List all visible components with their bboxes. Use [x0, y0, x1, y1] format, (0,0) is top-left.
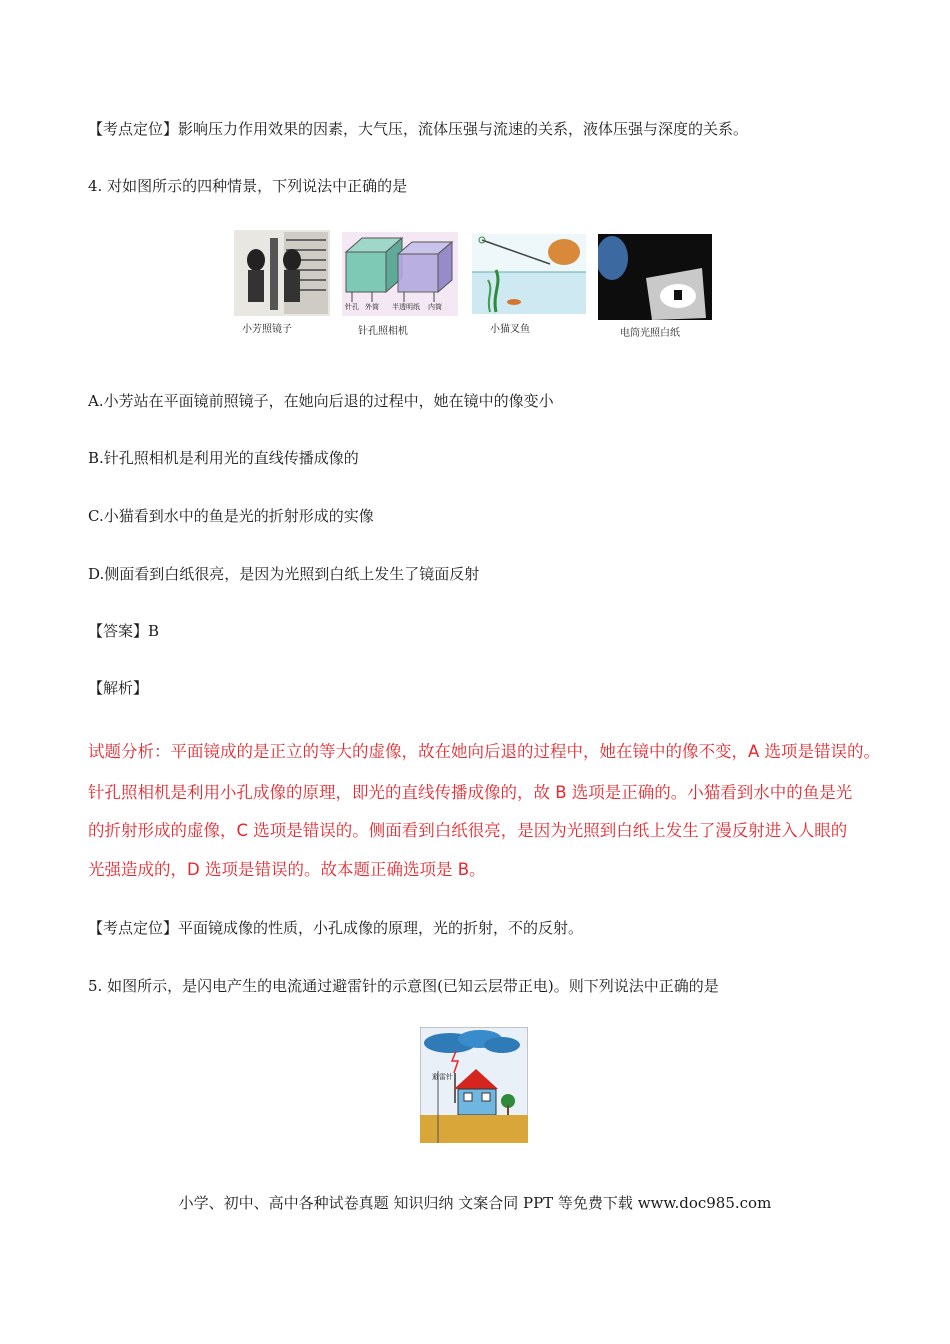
- answer: 【答案】B: [88, 622, 160, 640]
- question-4: 4. 对如图所示的四种情景，下列说法中正确的是: [88, 177, 408, 195]
- caption-camera: 针孔照相机: [358, 326, 408, 337]
- option-c: C.小猫看到水中的鱼是光的折射形成的实像: [88, 507, 374, 525]
- camera-label-2: 外筒: [365, 303, 379, 311]
- analysis-line-2: 针孔照相机是利用小孔成像的原理，即光的直线传播成像的，故 B 选项是正确的。小猫看到水中的鱼是光: [88, 783, 853, 802]
- option-a: A.小芳站在平面镜前照镜子，在她向后退的过程中，她在镜中的像变小: [88, 392, 554, 410]
- question-5: 5. 如图所示，是闪电产生的电流通过避雷针的示意图(已知云层带正电)。则下列说法中正确的是: [88, 977, 719, 995]
- analysis-heading: 【解析】: [88, 679, 149, 697]
- kaodian-line-1: 【考点定位】影响压力作用效果的因素，大气压，流体压强与流速的关系，液体压强与深度的关系。: [88, 120, 749, 138]
- camera-label-1: 针孔: [345, 303, 359, 311]
- caption-mirror: 小芳照镜子: [242, 324, 292, 335]
- mirror-photo: [234, 230, 330, 316]
- kaodian-line-2: 【考点定位】平面镜成像的性质，小孔成像的原理，光的折射，不的反射。: [88, 919, 584, 937]
- cat-fishing-illustration: [472, 234, 586, 314]
- flashlight-paper-photo: [598, 234, 712, 320]
- option-b: B.针孔照相机是利用光的直线传播成像的: [88, 449, 359, 467]
- footer: 小学、初中、高中各种试卷真题 知识归纳 文案合同 PPT 等免费下载 www.doc985.com: [178, 1194, 772, 1212]
- camera-label-4: 内筒: [428, 303, 442, 311]
- analysis-line-3: 的折射形成的虚像，C 选项是错误的。侧面看到白纸很亮，是因为光照到白纸上发生了漫反射进入人眼的: [88, 821, 848, 840]
- caption-cat: 小猫叉鱼: [490, 324, 530, 335]
- figure-q4: [232, 230, 716, 340]
- camera-label-3: 半透明纸: [392, 303, 420, 311]
- analysis-line-4: 光强造成的，D 选项是错误的。故本题正确选项是 B。: [88, 860, 486, 879]
- rod-label: 避雷针: [432, 1073, 453, 1081]
- caption-flashlight: 电筒光照白纸: [620, 328, 680, 339]
- lightning-rod-figure: [420, 1027, 528, 1143]
- analysis-line-1: 试题分析：平面镜成的是正立的等大的虚像，故在她向后退的过程中，她在镜中的像不变，A 选项是错误的。: [88, 742, 881, 761]
- option-d: D.侧面看到白纸很亮，是因为光照到白纸上发生了镜面反射: [88, 565, 480, 583]
